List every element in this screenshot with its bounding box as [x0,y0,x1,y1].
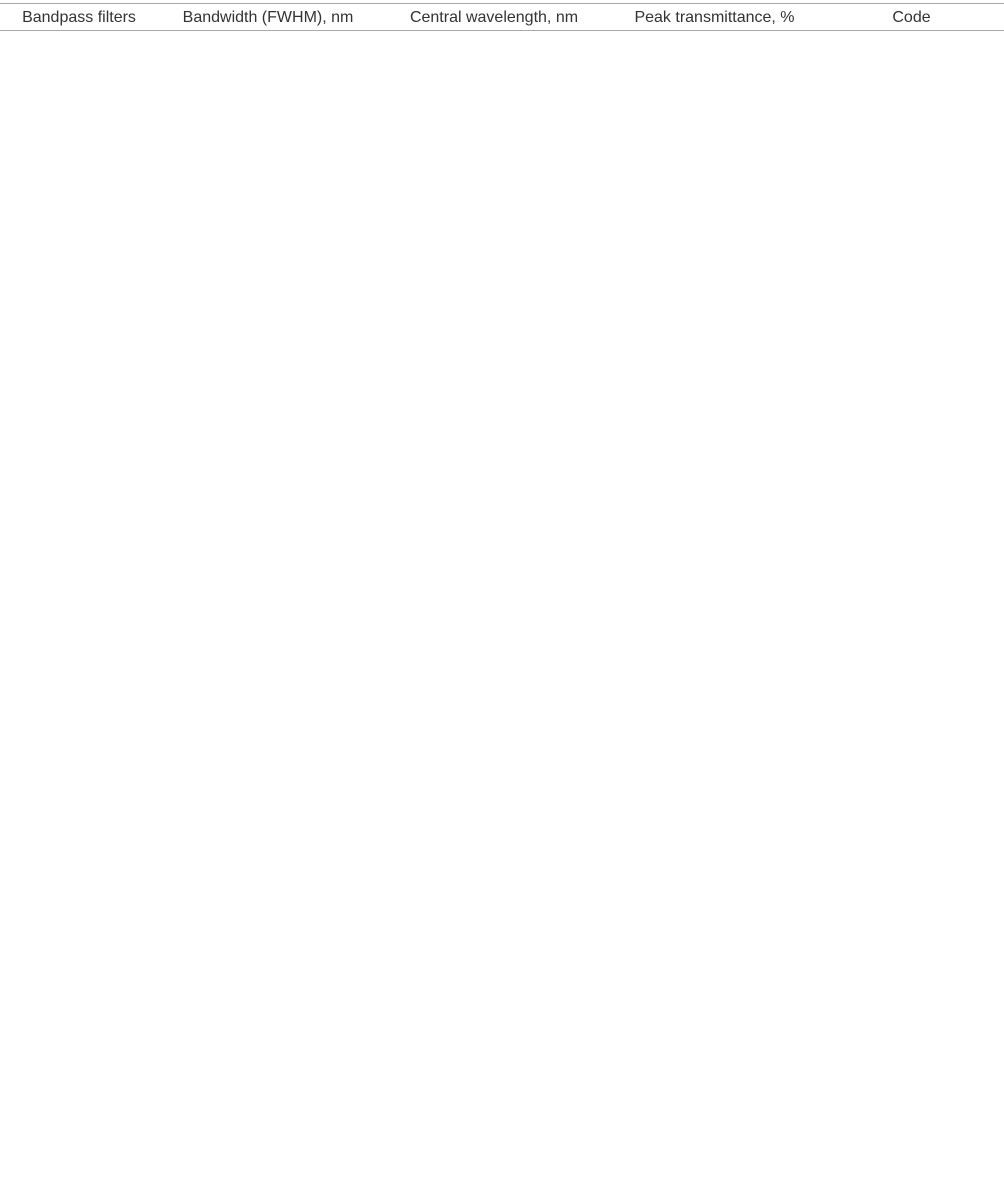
header-peak-transmittance: Peak transmittance, % [610,4,819,31]
header-bandpass-filters: Bandpass filters [0,4,158,31]
header-central-wavelength: Central wavelength, nm [378,4,610,31]
header-bandwidth: Bandwidth (FWHM), nm [158,4,378,31]
table-header [0,4,1004,31]
bandpass-filters-table [0,3,1004,31]
header-row [0,4,1004,31]
header-code: Code [819,4,1004,31]
